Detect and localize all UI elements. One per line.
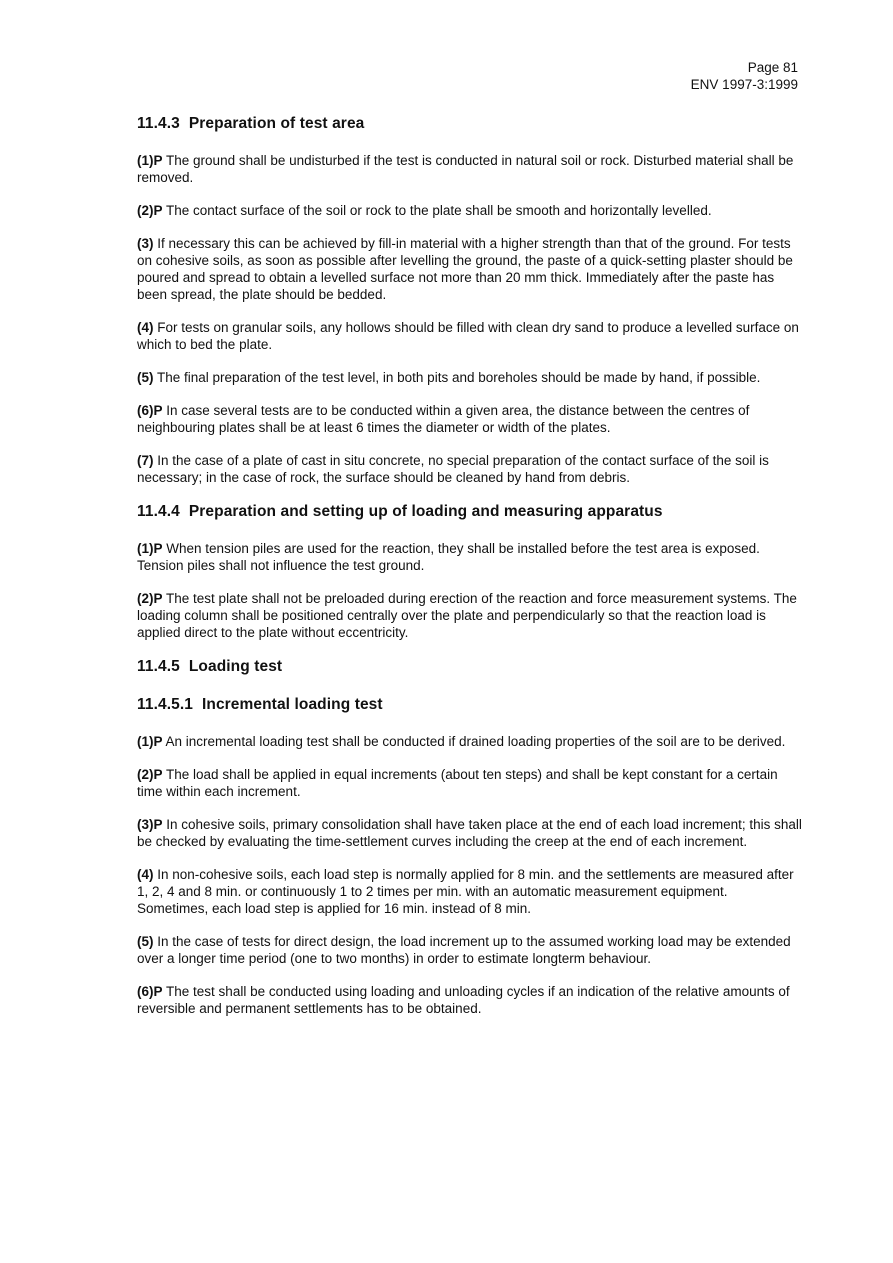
clause: (3) If necessary this can be achieved by fill-in material with a higher strength than that of the ground. For tests on cohesive soils, as soon as possible after levelling the ground, the paste of a quick-setting plaster should be poured and spread to obtain a levelled surface not more than 20 mm thick. Immediately after the paste has been spread, the plate should be bedded. — [137, 236, 793, 302]
clause: (1)P When tension piles are used for the reaction, they shall be installed before the test area is exposed. Tension piles shall not influence the test ground. — [137, 541, 760, 573]
standard-code: ENV 1997-3:1999 — [690, 77, 798, 92]
clause: (1)P The ground shall be undisturbed if the test is conducted in natural soil or rock. Disturbed material shall be removed. — [137, 153, 794, 185]
section-11-4-5-1 — [137, 695, 802, 1017]
document-body — [137, 114, 802, 1033]
section-heading: 11.4.5.1 Incremental loading test — [137, 696, 383, 713]
clause: (4) For tests on granular soils, any hollows should be filled with clean dry sand to produce a levelled surface on which to bed the plate. — [137, 320, 799, 352]
clause: (5) The final preparation of the test level, in both pits and boreholes should be made by hand, if possible. — [137, 370, 761, 385]
clause: (7) In the case of a plate of cast in situ concrete, no special preparation of the contact surface of the soil is necessary; in the case of rock, the surface should be cleaned by hand from debris. — [137, 453, 769, 485]
clause: (3)P In cohesive soils, primary consolidation shall have taken place at the end of each load increment; this shall be checked by evaluating the time-settlement curves including the creep at the end of each increment. — [137, 817, 802, 849]
page-header — [691, 59, 798, 93]
section-heading: 11.4.5 Loading test — [137, 658, 283, 675]
section-11-4-3 — [137, 114, 802, 486]
clause: (5) In the case of tests for direct design, the load increment up to the assumed working load may be extended over a longer time period (one to two months) in order to estimate longterm behaviour. — [137, 934, 791, 966]
section-11-4-5 — [137, 657, 802, 677]
clause: (4) In non-cohesive soils, each load step is normally applied for 8 min. and the settlements are measured after 1, 2, 4 and 8 min. or continuously 1 to 2 times per min. with an automatic measurement equipment. Sometimes, each load step is applied for 16 min. instead of 8 min. — [137, 867, 794, 916]
clause: (2)P The contact surface of the soil or rock to the plate shall be smooth and horizontally levelled. — [137, 203, 712, 218]
clause: (6)P The test shall be conducted using loading and unloading cycles if an indication of the relative amounts of reversible and permanent settlements has to be obtained. — [137, 984, 790, 1016]
page-number: Page 81 — [747, 60, 798, 75]
section-heading: 11.4.3 Preparation of test area — [137, 115, 365, 132]
clause: (2)P The load shall be applied in equal increments (about ten steps) and shall be kept constant for a certain time within each increment. — [137, 767, 778, 799]
clause: (1)P An incremental loading test shall be conducted if drained loading properties of the soil are to be derived. — [137, 734, 786, 749]
clause: (6)P In case several tests are to be conducted within a given area, the distance between the centres of neighbouring plates shall be at least 6 times the diameter or width of the plates. — [137, 403, 750, 435]
section-11-4-4 — [137, 502, 802, 641]
section-heading: 11.4.4 Preparation and setting up of loading and measuring apparatus — [137, 503, 663, 520]
clause: (2)P The test plate shall not be preloaded during erection of the reaction and force measurement systems. The loading column shall be positioned centrally over the plate and perpendicularly so that the reaction load is applied direct to the plate without eccentricity. — [137, 591, 797, 640]
